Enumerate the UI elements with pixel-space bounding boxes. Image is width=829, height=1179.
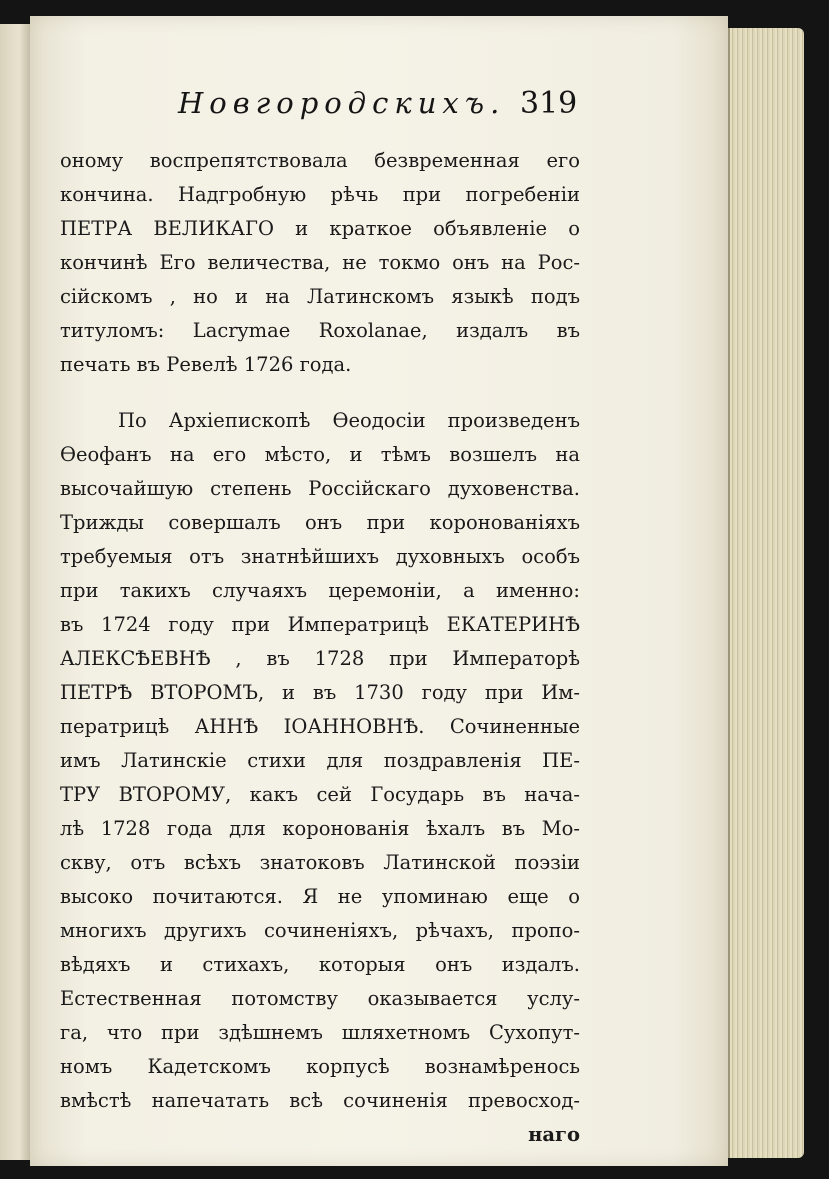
paragraph-2	[60, 404, 580, 1118]
text-line: лѣ 1728 года для коронованія ѣхалъ въ Мо-	[60, 817, 580, 840]
paragraph-gap	[60, 382, 580, 404]
left-page-edge	[0, 24, 33, 1160]
page-number: 319	[520, 86, 578, 121]
text-line: Трижды совершалъ онъ при коронованіяхъ	[60, 511, 580, 534]
text-line: ПЕТРѢ ВТОРОМЪ, и въ 1730 году при Им-	[60, 681, 580, 704]
text-line: высочайшую степень Россійскаго духовенства.	[60, 477, 580, 500]
text-line: высоко почитаются. Я не упоминаю еще о	[60, 885, 580, 908]
page-block-fore-edge	[728, 28, 804, 1158]
text-line: требуемыя отъ знатнѣйшихъ духовныхъ особъ	[60, 545, 580, 568]
page-header	[178, 86, 578, 126]
catchword: наго	[528, 1123, 580, 1146]
text-line: печать въ Ревелѣ 1726 года.	[60, 353, 352, 376]
text-line: скву, отъ всѣхъ знатоковъ Латинской поэзіи	[60, 851, 580, 874]
text-line: имъ Латинскіе стихи для поздравленія ПЕ-	[60, 749, 580, 772]
text-line: ператрицѣ АННѢ ІОАННОВНѢ. Сочиненные	[60, 715, 580, 738]
running-head: Новгородскихъ.	[178, 86, 506, 120]
text-line: ПЕТРА ВЕЛИКАГО и краткое объявленіе о	[60, 217, 580, 240]
text-line: многихъ другихъ сочиненіяхъ, рѣчахъ, пропо-	[60, 919, 580, 942]
text-line: га, что при здѣшнемъ шляхетномъ Сухопут-	[60, 1021, 580, 1044]
text-line: АЛЕКСѢЕВНѢ , въ 1728 при Императорѣ	[60, 647, 580, 670]
text-line: Ѳеофанъ на его мѣсто, и тѣмъ возшелъ на	[60, 443, 580, 466]
text-line: при такихъ случаяхъ церемоніи, а именно:	[60, 579, 580, 602]
body-text	[60, 144, 580, 1152]
text-line: номъ Кадетскомъ корпусѣ вознамѣренось	[60, 1055, 580, 1078]
text-line: сійскомъ , но и на Латинскомъ языкѣ подъ	[60, 285, 580, 308]
text-line: кончинѣ Его величества, не токмо онъ на Рос-	[60, 251, 580, 274]
text-line: кончина. Надгробную рѣчь при погребеніи	[60, 183, 580, 206]
paragraph-1	[60, 144, 580, 382]
text-line: титуломъ: Lacrymae Roxolanae, издалъ въ	[60, 319, 580, 342]
text-line: По Архіепископѣ Ѳеодосіи произведенъ	[118, 409, 580, 432]
text-line: вѣдяхъ и стихахъ, которыя онъ издалъ.	[60, 953, 580, 976]
text-line: вмѣстѣ напечатать всѣ сочиненія превосход-	[60, 1089, 580, 1112]
text-line: въ 1724 году при Императрицѣ ЕКАТЕРИНѢ	[60, 613, 580, 636]
text-line: Естественная потомству оказывается услу-	[60, 987, 580, 1010]
text-line: оному воспрепятствовала безвременная его	[60, 149, 580, 172]
text-line: ТРУ ВТОРОМУ, какъ сей Государь въ нача-	[60, 783, 580, 806]
